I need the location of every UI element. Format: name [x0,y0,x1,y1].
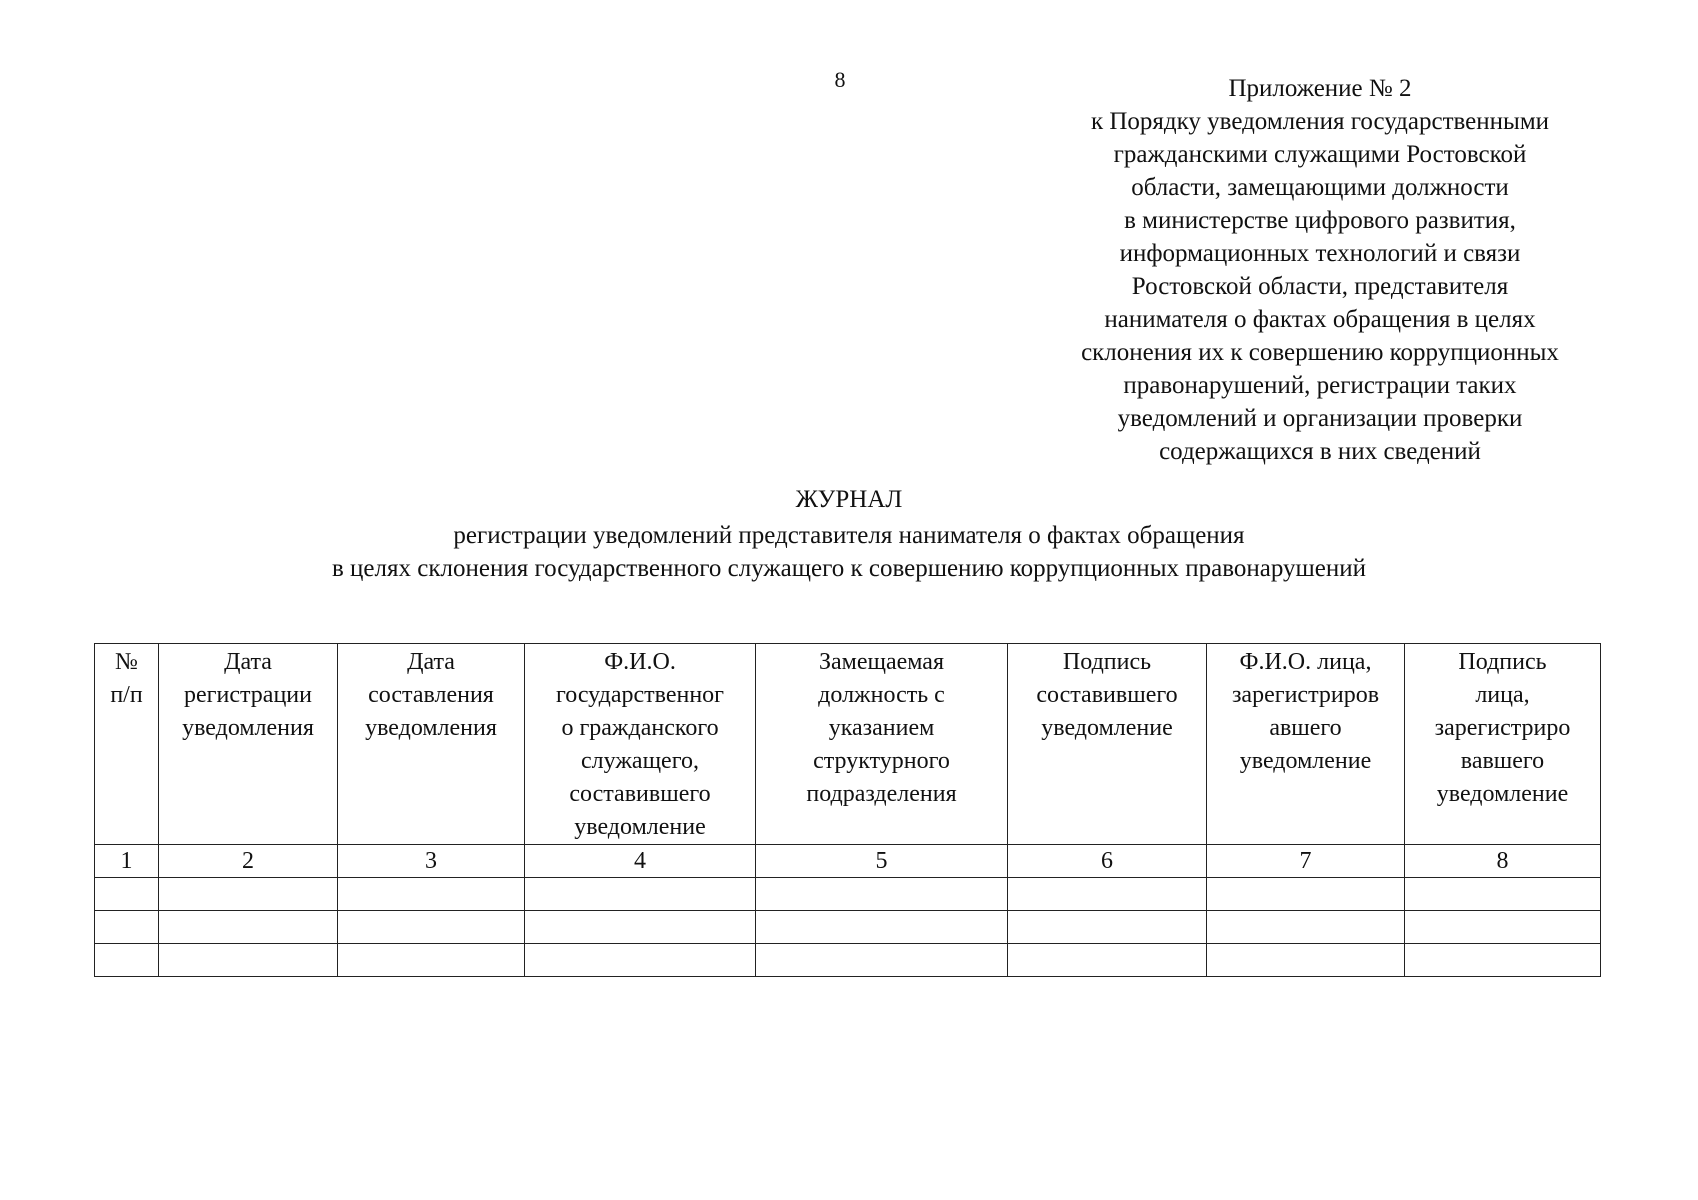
appendix-line: склонения их к совершению коррупционных [1081,339,1559,366]
header-line: зарегистриро [1434,715,1571,741]
appendix-line: правонарушений, регистрации таких [1123,372,1517,399]
journal-subtitle [0,519,1698,585]
header-line: уведомления [182,715,314,741]
table-cell [1207,944,1405,977]
header-line: Ф.И.О. [604,649,676,675]
header-line: Замещаемая [818,649,944,675]
header-line: регистрации [184,682,312,708]
header-line: Дата [407,649,455,675]
header-line: должность с [818,682,945,708]
register-table [94,643,1601,977]
column-number: 4 [525,845,756,878]
header-line: зарегистриров [1231,682,1380,708]
header-line: структурного [813,748,950,774]
table-cell [525,911,756,944]
table-cell [1207,911,1405,944]
appendix-line: уведомлений и организации проверки [1117,405,1523,432]
header-line: авшего [1269,715,1342,741]
table-cell [525,944,756,977]
table-cell [756,944,1008,977]
header-line: указанием [828,715,935,741]
header-line: составления [368,682,494,708]
header-line: о гражданского [561,715,719,741]
table-cell [756,911,1008,944]
table-cell [1008,911,1207,944]
table-cell [95,878,159,911]
header-line: № [115,649,138,675]
column-number: 3 [338,845,525,878]
header-line: государственног [555,682,725,708]
column-number: 8 [1405,845,1601,878]
table-cell [338,911,525,944]
table-cell [1405,878,1601,911]
column-number-row [95,845,1601,878]
table-cell [1405,944,1601,977]
header-line: лица, [1475,682,1530,708]
journal-subtitle-line: регистрации уведомлений представителя нанимателя о фактах обращения [453,522,1245,549]
header-line: Подпись [1062,649,1152,675]
table-row [95,944,1601,977]
header-line: составившего [1036,682,1178,708]
header-line: п/п [110,682,143,708]
table-cell [95,944,159,977]
column-header-servant-name [525,644,756,845]
column-number: 7 [1207,845,1405,878]
table-cell [159,944,338,977]
table-cell [525,878,756,911]
table-cell [1008,944,1207,977]
journal-title: ЖУРНАЛ [795,486,903,513]
column-header-position [756,644,1008,845]
header-line: составившего [569,781,711,807]
header-line: уведомление [574,814,706,840]
header-line: уведомления [365,715,497,741]
header-line: Ф.И.О. лица, [1239,649,1372,675]
header-line: вавшего [1460,748,1545,774]
table-row [95,911,1601,944]
appendix-block [1020,72,1620,468]
column-header-number [95,644,159,845]
appendix-line: к Порядку уведомления государственными [1090,108,1550,135]
appendix-line: содержащихся в них сведений [1159,438,1481,465]
header-line: уведомление [1041,715,1173,741]
appendix-line: в министерстве цифрового развития, [1124,207,1516,234]
column-header-compilation-date [338,644,525,845]
table-cell [95,911,159,944]
column-header-registration-date [159,644,338,845]
header-line: Подпись [1458,649,1547,675]
appendix-line: Приложение № 2 [1228,75,1412,102]
column-number: 1 [95,845,159,878]
appendix-line: области, замещающими должности [1131,174,1509,201]
appendix-line: гражданскими служащими Ростовской [1113,141,1527,168]
column-number: 5 [756,845,1008,878]
header-line: подразделения [806,781,957,807]
journal-subtitle-line: в целях склонения государственного служащего к совершению коррупционных правонарушений [332,555,1366,582]
table-cell [159,878,338,911]
header-line: уведомление [1436,781,1569,807]
table-cell [1405,911,1601,944]
table-cell [338,944,525,977]
column-number: 2 [159,845,338,878]
table-row [95,878,1601,911]
table-cell [159,911,338,944]
header-line: служащего, [581,748,699,774]
appendix-line: нанимателя о фактах обращения в целях [1104,306,1536,333]
table-cell [1207,878,1405,911]
table-header-row [95,644,1601,845]
appendix-line: Ростовской области, представителя [1131,273,1509,300]
page-number: 8 [834,67,846,92]
column-header-registrar-name [1207,644,1405,845]
column-header-author-signature [1008,644,1207,845]
table-cell [338,878,525,911]
appendix-line: информационных технологий и связи [1119,240,1521,267]
column-header-registrar-signature [1405,644,1601,845]
header-line: Дата [224,649,272,675]
column-number: 6 [1008,845,1207,878]
table-cell [1008,878,1207,911]
header-line: уведомление [1239,748,1372,774]
table-cell [756,878,1008,911]
